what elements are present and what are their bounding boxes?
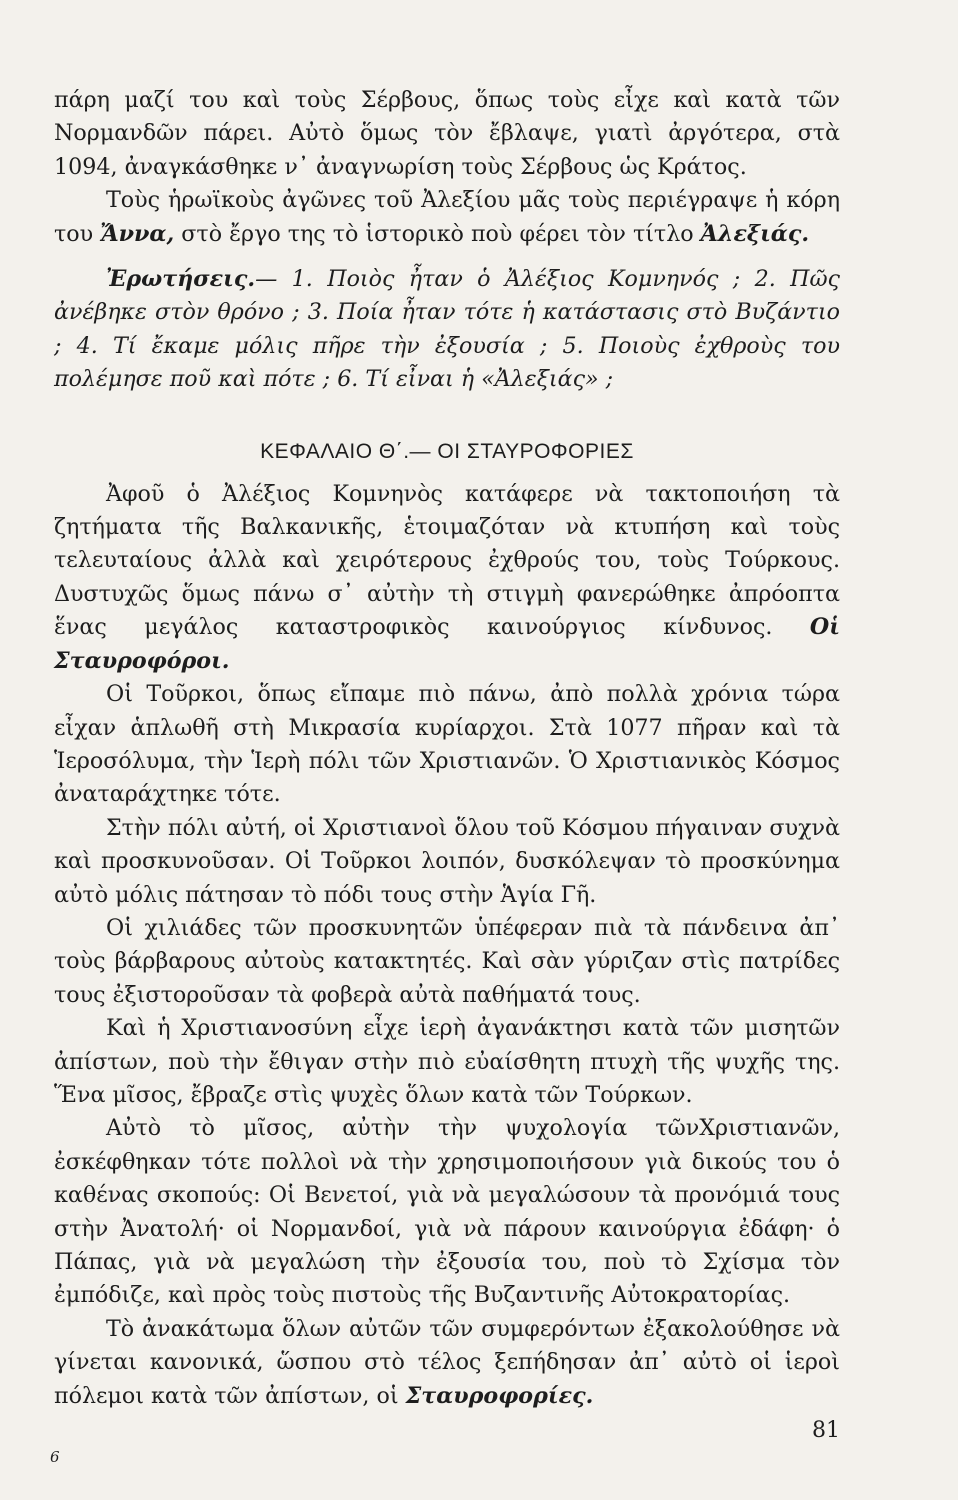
paragraph-body-6 bbox=[54, 1112, 840, 1312]
paragraph-body-7 bbox=[54, 1313, 840, 1413]
paragraph-body-2 bbox=[54, 678, 840, 812]
text-block bbox=[54, 84, 840, 1413]
paragraph-body-1 bbox=[54, 478, 840, 678]
signature-mark: 6 bbox=[50, 1448, 60, 1466]
paragraph-text: Στὴν πόλι αὐτή, οἱ Χριστιανοὶ ὅλου τοῦ Κόσμου πήγαιναν συχνὰ καὶ προσκυνοῦσαν. Οἱ Τοῦρκοι λοιπόν, δυσκόλεψαν τὸ προσκύνημα αὐτὸ μόλις πάτησαν τὸ πόδι τους στὴν Ἁγία Γῆ. bbox=[54, 814, 840, 908]
chapter-heading: ΚΕΦΑΛΑΙΟ Θ΄.— ΟΙ ΣΤΑΥΡΟΦΟΡΙΕΣ bbox=[260, 439, 634, 463]
paragraph-body-5 bbox=[54, 1012, 840, 1112]
questions-paragraph bbox=[54, 263, 840, 397]
anna-name: Ἄννα, bbox=[100, 220, 175, 247]
crusaders-term: Οἱ Σταυροφόροι. bbox=[54, 614, 840, 674]
paragraph-text: στὸ ἔργο της τὸ ἱστορικὸ ποὺ φέρει τὸν τίτλο bbox=[174, 220, 701, 247]
paragraph-text: Οἱ Τοῦρκοι, ὅπως εἴπαμε πιὸ πάνω, ἀπὸ πολλὰ χρόνια τώρα εἶχαν ἁπλωθῆ στὴ Μικρασία κυρίαρχοι. Στὰ 1077 πῆραν καὶ τὰ Ἱεροσόλυμα, τὴν Ἱερὴ πόλι τῶν Χριστιανῶν. Ὁ Χριστιανικὸς Κόσμος ἀναταράχτηκε τότε. bbox=[54, 681, 840, 808]
questions-text: — 1. Ποιὸς ἦταν ὁ Ἀλέξιος Κομνηνός ; 2. Πῶς ἀνέβηκε στὸν θρόνο ; 3. Ποία ἦταν τότε ἡ κατάστασις στὸ Βυζάντιο ; 4. Τί ἔκαμε μόλις πῆρε τὴν ἐξουσία ; 5. Ποιοὺς ἐχθροὺς του πολέμησε ποῦ καὶ πότε ; 6. Τί εἶναι ἡ «Ἀλεξιάς» ; bbox=[54, 266, 840, 393]
paragraph-body-4 bbox=[54, 912, 840, 1012]
paragraph-text: Αὐτὸ τὸ μῖσος, αὐτὴν τὴν ψυχολογία τῶνΧριστιανῶν, ἐσκέφθηκαν τότε πολλοὶ νὰ τὴν χρησιμοποιήσουν γιὰ δικούς του ὁ καθένας σκοπούς: Οἱ Βενετοί, γιὰ νὰ μεγαλώσουν τὰ προνόμιά τους στὴν Ἀνατολή· οἱ Νορμανδοί, γιὰ νὰ πάρουν καινούργια ἐδάφη· ὁ Πάπας, γιὰ νὰ μεγαλώση τὴν ἐξουσία του, ποὺ τὸ Σχίσμα τὸν ἐμπόδιζε, καὶ πρὸς τοὺς πιστοὺς τῆς Βυζαντινῆς Αὐτοκρατορίας. bbox=[54, 1115, 840, 1309]
alexiad-title: Ἀλεξιάς. bbox=[700, 220, 810, 247]
paragraph-text: Οἱ χιλιάδες τῶν προσκυνητῶν ὑπέφεραν πιὰ τὰ πάνδεινα ἀπ᾽ τοὺς βάρβαρους αὐτοὺς κατακτητές. Καὶ σὰν γύριζαν στὶς πατρίδες τους ἐξιστοροῦσαν τὰ φοβερὰ αὐτὰ παθήματά τους. bbox=[54, 914, 840, 1008]
page-number: 81 bbox=[812, 1418, 840, 1443]
paragraph-intro-2 bbox=[54, 184, 840, 251]
paragraph-text: Τὸ ἀνακάτωμα ὅλων αὐτῶν τῶν συμφερόντων ἐξακολούθησε νὰ γίνεται κανονικά, ὥσπου στὸ τέλος ξεπήδησαν ἀπ᾽ αὐτὸ οἱ ἱεροὶ πόλεμοι κατὰ τῶν ἀπίστων, οἱ bbox=[54, 1315, 840, 1409]
crusades-term: Σταυροφορίες. bbox=[405, 1382, 594, 1409]
paragraph-intro-1 bbox=[54, 84, 840, 184]
paragraph-text: πάρη μαζί του καὶ τοὺς Σέρβους, ὅπως τοὺς εἶχε καὶ κατὰ τῶν Νορμανδῶν πάρει. Αὐτὸ ὅμως τὸν ἔβλαψε, γιατὶ ἀργότερα, στὰ 1094, ἀναγκάσθηκε ν᾽ ἀναγνωρίση τοὺς Σέρβους ὡς Κράτος. bbox=[54, 87, 840, 180]
paragraph-text: Ἀφοῦ ὁ Ἀλέξιος Κομνηνὸς κατάφερε νὰ τακτοποιήση τὰ ζητήματα τῆς Βαλκανικῆς, ἑτοιμαζόταν νὰ κτυπήση καὶ τοὺς τελευταίους ἀλλὰ καὶ χειρότερους ἐχθρούς του, τοὺς Τούρκους. Δυστυχῶς ὅμως πάνω σ᾽ αὐτὴν τὴ στιγμὴ φανερώθηκε ἀπρόοπτα ἕνας μεγάλος καταστροφικὸς καινούργιος κίνδυνος. bbox=[54, 480, 840, 641]
paragraph-body-3 bbox=[54, 812, 840, 912]
paragraph-text: Τοὺς ἡρωϊκοὺς ἀγῶνες τοῦ Ἀλεξίου μᾶς τοὺς περιέγραψε ἡ κόρη του bbox=[54, 187, 840, 247]
paragraph-text: Καὶ ἡ Χριστιανοσύνη εἶχε ἱερὴ ἀγανάκτησι κατὰ τῶν μισητῶν ἀπίστων, ποὺ τὴν ἔθιγαν στὴν πιὸ εὐαίσθητη πτυχὴ τῆς ψυχῆς της. Ἕνα μῖσος, ἔβραζε στὶς ψυχὲς ὅλων κατὰ τῶν Τούρκων. bbox=[54, 1015, 840, 1108]
questions-label: Ἐρωτήσεις. bbox=[106, 266, 256, 293]
